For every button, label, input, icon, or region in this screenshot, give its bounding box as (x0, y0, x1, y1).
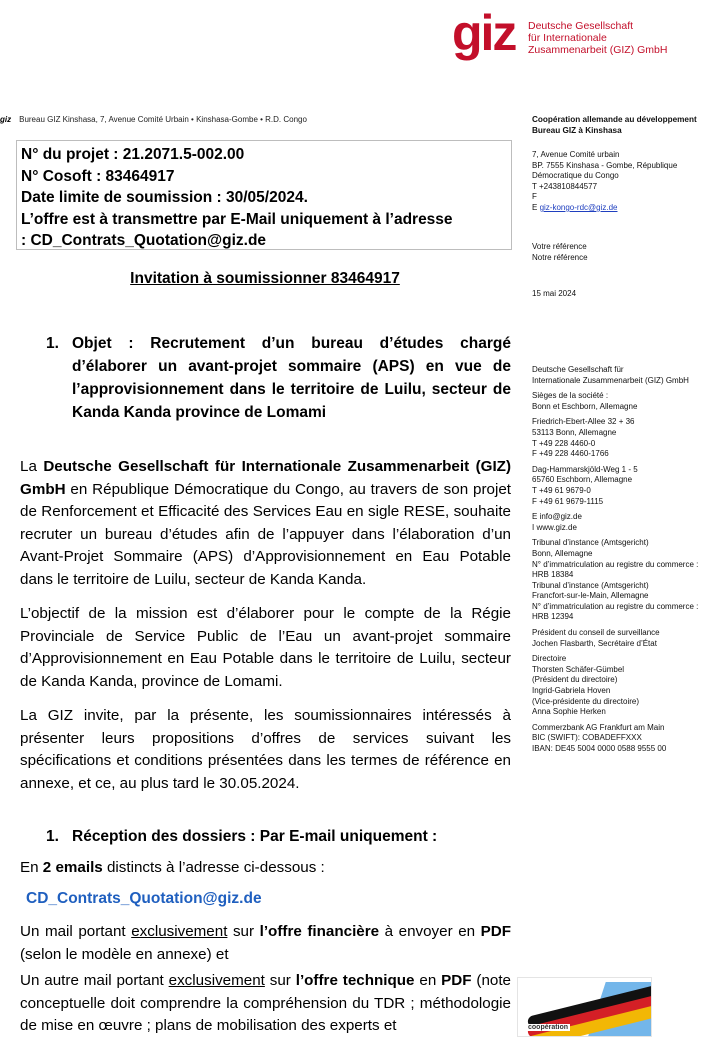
sidebar-company-line: (Président du directoire) (532, 675, 618, 685)
sidebar-company-line: Commerzbank AG Frankfurt am Main (532, 722, 665, 732)
sidebar-address: 7, Avenue Comité urbain BP. 7555 Kinshasa - Gombe, République Démocratique du Congo T +243810844577 F E giz-kongo-rdc@giz.de (532, 150, 678, 212)
sidebar-company-line: BIC (SWIFT): COBADEFFXXX (532, 733, 642, 743)
sender-giz: giz (0, 115, 12, 124)
sidebar-company-line: Ingrid-Gabriela Hoven (532, 686, 611, 696)
sender-address-line (0, 115, 307, 124)
sidebar-company-line: F +49 61 9679-1115 (532, 496, 604, 506)
sidebar-company-line: Francfort-sur-le-Main, Allemagne (532, 591, 649, 601)
sidebar-company-line: E info@giz.de (532, 512, 582, 522)
sidebar-company-line: I www.giz.de (532, 522, 577, 532)
paragraph-invitation: La GIZ invite, par la présente, les soumissionnaires intéressés à présenter leurs propositions d’offres de services suivant les spécifications et conditions présentées dans les termes de référence en annexe, et ce, au plus tard le 30.05.2024. (20, 707, 511, 792)
org-name: Deutsche Gesellschaft für Internationale Zusammenarbeit (GIZ) GmbH (20, 458, 511, 498)
cosoft-number: N° Cosoft : 83464917 (21, 167, 175, 185)
sidebar-company-line: N° d’immatriculation au registre du commerce : (532, 601, 699, 611)
sidebar-company-line: (Vice-présidente du directoire) (532, 696, 640, 706)
sidebar-header: Coopération allemande au développement Bureau GIZ à Kinshasa (532, 115, 697, 135)
sidebar-company-line: Jochen Flasbarth, Secrétaire d’État (532, 638, 657, 648)
sidebar-company-line: Directoire (532, 654, 567, 664)
giz-logo (452, 5, 702, 61)
sidebar-company-line: Bonn, Allemagne (532, 548, 593, 558)
sidebar-company-info (532, 365, 698, 755)
sidebar-company-line: Friedrich-Ebert-Allee 32 + 36 (532, 417, 635, 427)
sidebar-references: Votre référence Notre référence (532, 242, 588, 262)
sidebar-company-line: T +49 61 9679-0 (532, 485, 591, 495)
sidebar-company-line: IBAN: DE45 5004 0000 0588 9555 00 (532, 744, 667, 753)
giz-logo-wordmark: Deutsche Gesellschaft für Internationale Zusammenarbeit (GIZ) GmbH (528, 20, 668, 56)
objet-number: 1. (46, 335, 59, 352)
paragraph-technical-offer: Un autre mail portant exclusivement sur l’offre technique en PDF (note conceptuelle doit comprendre la compréhension du TDR ; méthodologie de mise en œuvre ; plans de mobilisation des experts et (20, 972, 511, 1034)
giz-logo-mark: giz (452, 5, 516, 61)
sidebar-company-line: Deutsche Gesellschaft für (532, 365, 624, 374)
sidebar-company-line: 65760 Eschborn, Allemagne (532, 475, 633, 485)
sidebar-company-line: Bonn et Eschborn, Allemagne (532, 401, 638, 411)
paragraph-intro: La Deutsche Gesellschaft für Internationale Zusammenarbeit (GIZ) GmbH en République Démocratique du Congo, au travers de son projet de Renforcement et Efficacité des Services Eau en sigle RESE, souhaite recruter un bureau d’études afin de l’appuyer dans l’élaboration d’un Avant-Projet Sommaire (APS) d’Approvisionnement en Eau Potable dans le territoire de Luilu, secteur de Kanda Kanda. (20, 458, 511, 588)
sidebar-company-line: Tribunal d’instance (Amtsgericht) (532, 538, 649, 548)
project-number: N° du projet : 21.2071.5-002.00 (21, 146, 245, 163)
sidebar-company-line: Anna Sophie Herken (532, 707, 606, 717)
sidebar-company-line: Sièges de la société : (532, 391, 609, 401)
sidebar-company-line: 53113 Bonn, Allemagne (532, 427, 617, 437)
sidebar-date: 15 mai 2024 (532, 289, 577, 298)
deadline: Date limite de soumission : 30/05/2024. (21, 189, 308, 206)
sidebar-company-line: Président du conseil de surveillance (532, 628, 660, 638)
submission-instruction: L’offre est à transmettre par E-Mail uniquement à l’adresse (21, 210, 453, 228)
project-info-box (16, 140, 512, 250)
submission-email-link[interactable]: CD_Contrats_Quotation@giz.de (26, 890, 262, 907)
sidebar-company-line: HRB 12394 (532, 612, 574, 622)
paragraph-objective: L’objectif de la mission est d’élaborer pour le compte de la Régie Provinciale de Service Public de l’Eau un avant-projet sommaire d’Approvisionnement en Eau Potable dans le territoire de Luilu, secteur de Kanda Kanda, province de Lomami. (20, 605, 511, 690)
reception-heading: 1. Réception des dossiers : Par E-mail uniquement : (46, 828, 438, 845)
emails-instruction: En 2 emails distincts à l’adresse ci-dessous : (20, 859, 325, 876)
invitation-title: Invitation à soumissionner 83464917 (130, 270, 400, 287)
sidebar-company-line: T +49 228 4460-0 (532, 438, 596, 448)
sidebar-company-line: Tribunal d’instance (Amtsgericht) (532, 580, 649, 590)
sender-text: Bureau GIZ Kinshasa, 7, Avenue Comité Urbain • Kinshasa-Gombe • R.D. Congo (19, 115, 307, 124)
sidebar-company-line: HRB 18384 (532, 570, 574, 580)
objet-section (46, 332, 511, 424)
sidebar-company-line: Thorsten Schäfer-Gümbel (532, 664, 625, 674)
sidebar-company-line: Internationale Zusammenarbeit (GIZ) GmbH (532, 375, 689, 385)
submission-email: : CD_Contrats_Quotation@giz.de (21, 232, 267, 249)
objet-text: Objet : Recrutement d’un bureau d’études chargé d’élaborer un avant-projet sommaire (APS) en vue de l’approvisionnement dans le territoire de Luilu, secteur de Kanda Kanda province de Lomami (72, 335, 511, 421)
sidebar-company-line: N° d’immatriculation au registre du commerce : (532, 559, 699, 569)
sidebar-company-line: Dag-Hammarskjöld-Weg 1 - 5 (532, 464, 638, 474)
cooperation-logo: coopération (517, 977, 652, 1037)
sidebar-email-link[interactable]: giz-kongo-rdc@giz.de (539, 202, 618, 212)
paragraph-financial-offer: Un mail portant exclusivement sur l’offre financière à envoyer en PDF (selon le modèle en annexe) et (20, 923, 512, 963)
sidebar-company-line: F +49 228 4460-1766 (532, 449, 609, 459)
